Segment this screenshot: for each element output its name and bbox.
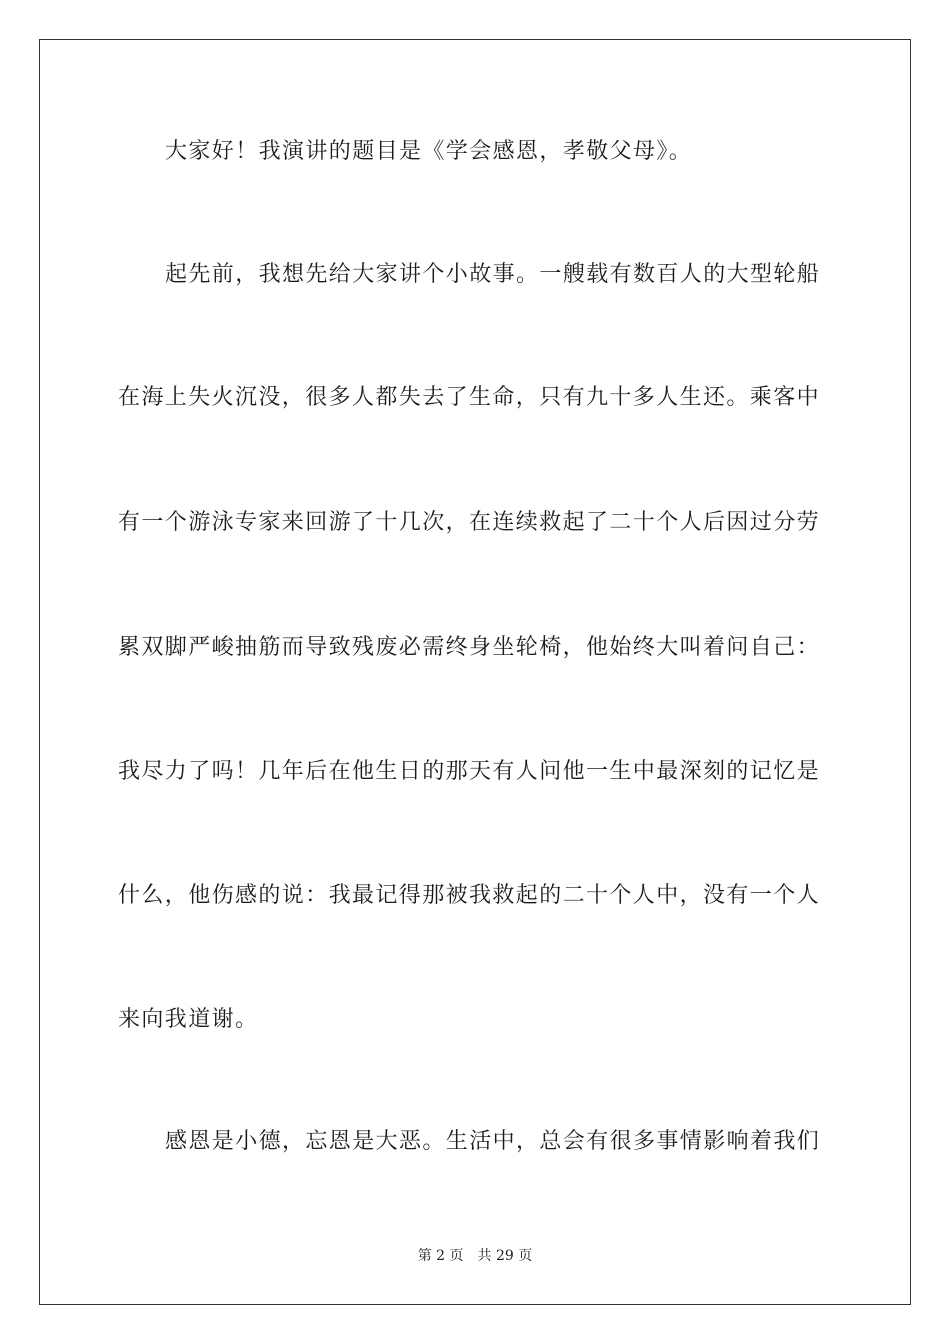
paragraph-line: 有一个游泳专家来回游了十几次，在连续救起了二十个人后因过分劳 xyxy=(118,510,821,535)
paragraph-line: 什么，他伤感的说：我最记得那被我救起的二十个人中，没有一个人 xyxy=(118,883,821,908)
page-border xyxy=(39,39,911,1305)
paragraph-line: 起先前，我想先给大家讲个小故事。一艘载有数百人的大型轮船 xyxy=(165,262,821,287)
paragraph-line: 感恩是小德，忘恩是大恶。生活中，总会有很多事情影响着我们 xyxy=(165,1129,821,1154)
paragraph-line: 累双脚严峻抽筋而导致残废必需终身坐轮椅，他始终大叫着问自己： xyxy=(118,635,821,660)
paragraph-line: 来向我道谢。 xyxy=(118,1007,259,1032)
page-number: 第 2 页 xyxy=(417,1248,464,1264)
paragraph-line: 大家好！我演讲的题目是《学会感恩，孝敬父母》。 xyxy=(165,139,693,164)
paragraph-line: 在海上失火沉没，很多人都失去了生命，只有九十多人生还。乘客中 xyxy=(118,385,821,410)
page-total: 共 29 页 xyxy=(477,1248,533,1264)
page-footer xyxy=(0,1247,950,1265)
paragraph-line: 我尽力了吗！几年后在他生日的那天有人问他一生中最深刻的记忆是 xyxy=(118,759,821,784)
